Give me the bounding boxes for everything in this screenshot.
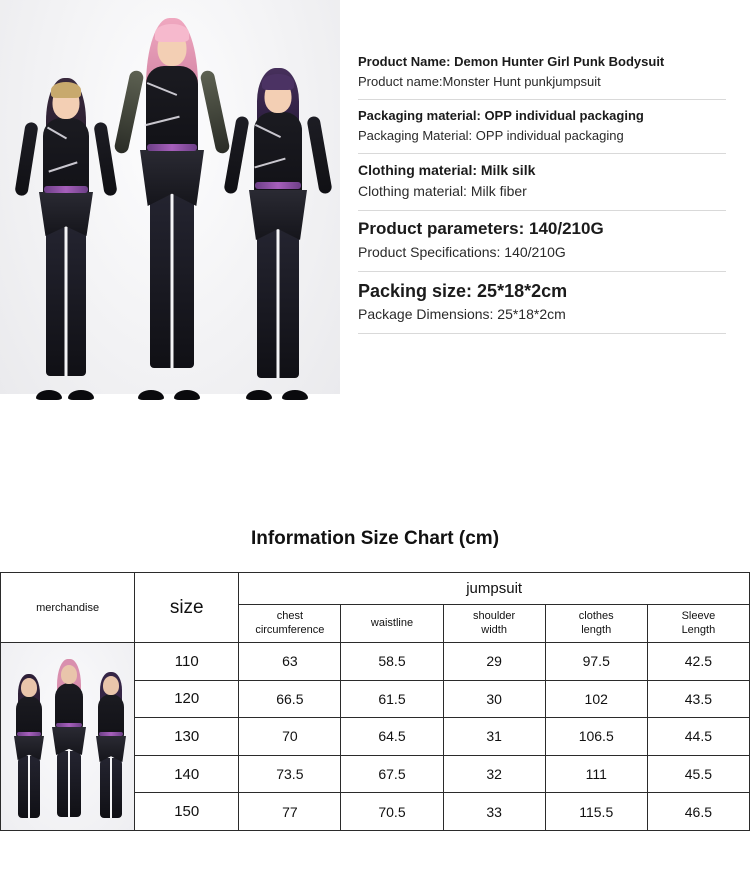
- cell-size: 150: [135, 793, 239, 831]
- spec-primary: Product parameters: 140/210G: [358, 218, 604, 238]
- product-thumbnail: [1, 643, 134, 830]
- hair-front: [51, 82, 81, 98]
- spec-secondary: Product name:Monster Hunt punkjumpsuit: [358, 73, 601, 89]
- thumb-figure-right: [91, 670, 131, 822]
- shoe-right: [282, 390, 308, 400]
- cell-clothes-length: 102: [545, 680, 647, 718]
- cell-clothes-length: 106.5: [545, 718, 647, 756]
- arm-left: [113, 69, 144, 154]
- shoe-left: [246, 390, 272, 400]
- legs: [46, 224, 86, 376]
- leg-split: [277, 228, 280, 378]
- product-spec-list: [340, 0, 750, 430]
- cell-waist: 58.5: [341, 643, 443, 681]
- shoe-right: [174, 390, 200, 400]
- cell-size: 110: [135, 643, 239, 681]
- head: [61, 665, 77, 684]
- header-shoulder-width: shoulder width: [443, 605, 545, 643]
- header-size: size: [135, 573, 239, 643]
- cell-chest: 77: [239, 793, 341, 831]
- spec-row-product-name: [358, 46, 726, 100]
- cell-waist: 61.5: [341, 680, 443, 718]
- cell-clothes-length: 115.5: [545, 793, 647, 831]
- cell-shoulder: 29: [443, 643, 545, 681]
- cell-chest: 63: [239, 643, 341, 681]
- size-chart-title: Information Size Chart (cm): [250, 528, 500, 549]
- header-group-jumpsuit: jumpsuit: [239, 573, 750, 605]
- header-waistline: waistline: [341, 605, 443, 643]
- waist-sash: [147, 144, 197, 151]
- cell-sleeve-length: 42.5: [647, 643, 749, 681]
- spec-row-product-parameters: [358, 211, 726, 272]
- cell-sleeve-length: 46.5: [647, 793, 749, 831]
- cell-sleeve-length: 44.5: [647, 718, 749, 756]
- cell-size: 120: [135, 680, 239, 718]
- thumb-figure-left: [9, 672, 49, 822]
- spec-primary: Packaging material: OPP individual packaging: [358, 108, 644, 124]
- arm-left: [14, 121, 38, 196]
- head: [103, 676, 119, 695]
- cell-shoulder: 30: [443, 680, 545, 718]
- cell-waist: 67.5: [341, 755, 443, 793]
- spec-secondary: Product Specifications: 140/210G: [358, 243, 566, 260]
- cell-sleeve-length: 45.5: [647, 755, 749, 793]
- cell-shoulder: 32: [443, 755, 545, 793]
- legs: [257, 228, 299, 378]
- header-chest-circumference: chest circumference: [239, 605, 341, 643]
- thumb-figure-center: [49, 657, 89, 822]
- spec-primary: Packing size: 25*18*2cm: [358, 280, 568, 301]
- legs: [18, 756, 40, 818]
- cell-shoulder: 33: [443, 793, 545, 831]
- cell-clothes-length: 97.5: [545, 643, 647, 681]
- product-thumbnail-cell: [1, 643, 135, 831]
- cell-chest: 66.5: [239, 680, 341, 718]
- waist-sash: [99, 732, 123, 736]
- cell-size: 140: [135, 755, 239, 793]
- legs: [100, 758, 122, 818]
- hair-front: [155, 24, 189, 42]
- leg-split: [171, 192, 174, 368]
- header-sleeve-length: Sleeve Length: [647, 605, 749, 643]
- leg-split: [110, 758, 112, 818]
- spec-primary: Clothing material: Milk silk: [358, 162, 536, 179]
- header-clothes-length: clothes length: [545, 605, 647, 643]
- leg-split: [28, 756, 30, 818]
- waist-sash: [56, 723, 82, 727]
- waist-sash: [44, 186, 88, 193]
- product-hero-section: [0, 0, 750, 430]
- model-figure-center: [118, 16, 226, 394]
- spec-secondary: Packaging Material: OPP individual packaging: [358, 127, 624, 143]
- spec-row-clothing-material: [358, 154, 726, 211]
- cell-chest: 73.5: [239, 755, 341, 793]
- cell-size: 130: [135, 718, 239, 756]
- model-figure-right: [228, 64, 328, 394]
- leg-split: [65, 224, 68, 376]
- spec-secondary: Package Dimensions: 25*18*2cm: [358, 306, 566, 323]
- table-header-row: [1, 573, 750, 605]
- legs: [57, 751, 81, 817]
- shoe-right: [68, 390, 94, 400]
- cell-shoulder: 31: [443, 718, 545, 756]
- cell-waist: 64.5: [341, 718, 443, 756]
- arm-left: [223, 115, 249, 194]
- spec-primary: Product Name: Demon Hunter Girl Punk Bodysuit: [358, 54, 665, 69]
- hair-front: [262, 74, 294, 90]
- cell-waist: 70.5: [341, 793, 443, 831]
- leg-split: [68, 751, 70, 817]
- legs: [150, 192, 194, 368]
- cell-clothes-length: 111: [545, 755, 647, 793]
- header-merchandise: merchandise: [1, 573, 135, 643]
- spec-secondary: Clothing material: Milk fiber: [358, 183, 527, 200]
- shoe-left: [36, 390, 62, 400]
- size-chart-table: [0, 572, 750, 831]
- waist-sash: [255, 182, 301, 189]
- table-row: [1, 643, 750, 681]
- arm-right: [199, 69, 230, 154]
- head: [21, 678, 37, 697]
- shoe-left: [138, 390, 164, 400]
- cell-sleeve-length: 43.5: [647, 680, 749, 718]
- product-hero-image: [0, 0, 340, 430]
- model-figure-left: [18, 74, 114, 394]
- spec-row-packaging-material: [358, 100, 726, 154]
- waist-sash: [17, 732, 41, 736]
- cell-chest: 70: [239, 718, 341, 756]
- spec-row-packing-size: [358, 272, 726, 334]
